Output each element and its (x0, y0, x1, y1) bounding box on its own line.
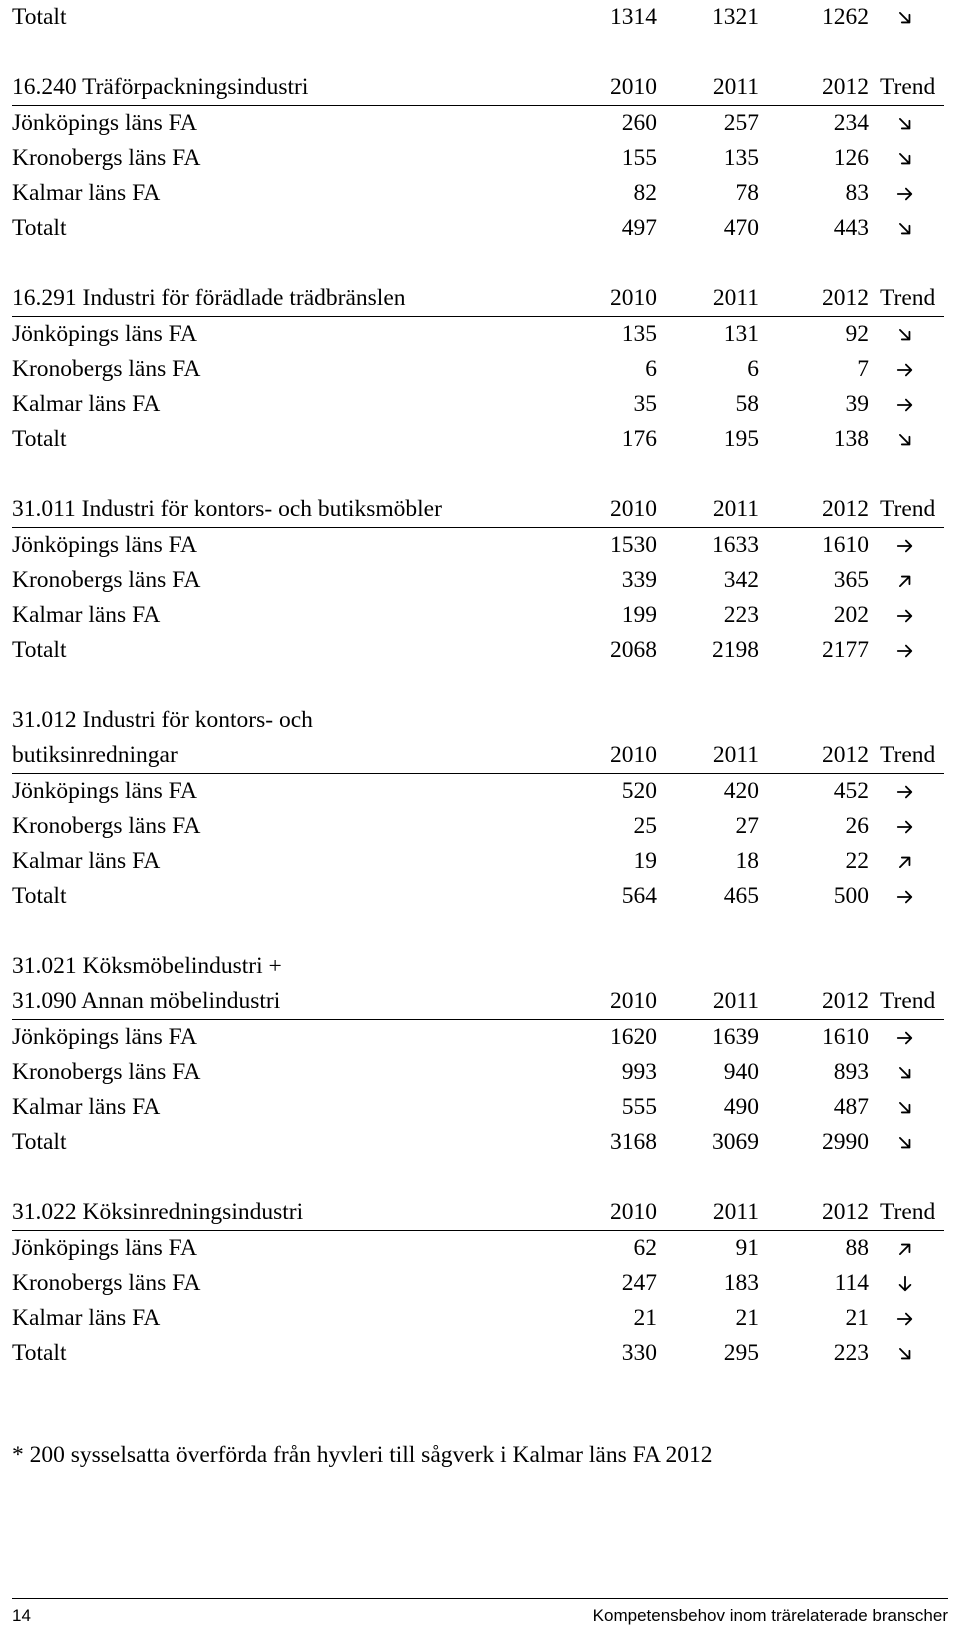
year-header-2012: 2012 (822, 742, 869, 768)
trend-down-right-icon (880, 1125, 944, 1160)
year-header-2011: 2011 (712, 496, 759, 522)
value-2010: 21 (633, 1305, 657, 1331)
table-row (12, 633, 944, 668)
table-row (12, 879, 944, 914)
table-row (12, 176, 944, 211)
year-header-2010: 2010 (610, 1199, 657, 1225)
trend-right-icon (880, 598, 944, 633)
year-header-2010: 2010 (610, 285, 657, 311)
row-label: Totalt (12, 215, 67, 241)
table-row (12, 352, 944, 387)
document-title: Kompetensbehov inom trärelaterade branscher (592, 1606, 948, 1625)
value-2011: 1633 (712, 532, 759, 558)
value-2011: 420 (723, 778, 759, 804)
value-2011: 183 (723, 1270, 759, 1296)
section-title-line-2: 31.090 Annan möbelindustri (12, 988, 281, 1014)
arrow-down-right-icon (896, 1134, 914, 1152)
trend-down-right-icon (880, 141, 944, 176)
trend-header: Trend (880, 74, 936, 100)
section-gap (12, 1160, 944, 1195)
year-header-2012: 2012 (822, 285, 869, 311)
trend-up-right-icon (880, 1231, 944, 1266)
value-2011: 3069 (712, 1129, 759, 1155)
value-2011: 940 (723, 1059, 759, 1085)
arrow-right-icon (896, 642, 914, 660)
trend-down-right-icon (880, 317, 944, 352)
table-row (12, 422, 944, 457)
trend-header: Trend (880, 1199, 936, 1225)
table-row (12, 1231, 944, 1266)
value-2011: 2198 (712, 637, 759, 663)
year-header-2010: 2010 (610, 74, 657, 100)
row-label: Kronobergs läns FA (12, 356, 201, 382)
table-row (12, 0, 944, 35)
value-2012: 138 (833, 426, 869, 452)
value-2012: 114 (834, 1270, 869, 1296)
trend-right-icon (880, 387, 944, 422)
value-2011: 1639 (712, 1024, 759, 1050)
arrow-down-right-icon (896, 220, 914, 238)
trend-down-icon (880, 1266, 944, 1301)
arrow-right-icon (896, 361, 914, 379)
trend-header: Trend (880, 988, 936, 1014)
value-2010: 260 (621, 110, 657, 136)
table-row (12, 211, 944, 246)
arrow-right-icon (896, 607, 914, 625)
arrow-up-right-icon (896, 572, 914, 590)
section-gap (12, 914, 944, 949)
table-row (12, 774, 944, 809)
value-2011: 58 (735, 391, 759, 417)
value-2011: 195 (723, 426, 759, 452)
section-gap (12, 457, 944, 492)
arrow-down-right-icon (896, 1099, 914, 1117)
section-header (12, 70, 944, 106)
row-label: Kalmar läns FA (12, 848, 161, 874)
value-2010: 199 (621, 602, 657, 628)
row-label: Kalmar läns FA (12, 1094, 161, 1120)
value-2010: 247 (621, 1270, 657, 1296)
trend-header: Trend (880, 742, 936, 768)
row-label: Kronobergs läns FA (12, 1270, 201, 1296)
arrow-right-icon (896, 783, 914, 801)
value-2012: 365 (833, 567, 869, 593)
value-2010: 555 (621, 1094, 657, 1120)
value-2010: 330 (621, 1340, 657, 1366)
row-label: Jönköpings läns FA (12, 532, 197, 558)
value-2011: 490 (723, 1094, 759, 1120)
section-title: 16.291 Industri för förädlade trädbränslen (12, 285, 406, 311)
section-gap (12, 668, 944, 703)
value-2012: 452 (833, 778, 869, 804)
value-2011: 342 (723, 567, 759, 593)
trend-right-icon (880, 1020, 944, 1055)
value-2011: 6 (747, 356, 759, 382)
row-label: Kalmar läns FA (12, 1305, 161, 1331)
trend-down-right-icon (880, 1336, 944, 1371)
value-2012: 1610 (822, 1024, 869, 1050)
value-2010: 35 (633, 391, 657, 417)
row-label: Jönköpings läns FA (12, 778, 197, 804)
value-2012: 1262 (822, 4, 869, 30)
row-label: Totalt (12, 426, 67, 452)
value-2011: 223 (723, 602, 759, 628)
arrow-down-icon (896, 1275, 914, 1293)
arrow-right-icon (896, 396, 914, 414)
value-2011: 131 (723, 321, 759, 347)
section-gap (12, 35, 944, 70)
year-header-2011: 2011 (712, 1199, 759, 1225)
row-label: Jönköpings läns FA (12, 1235, 197, 1261)
trend-right-icon (880, 176, 944, 211)
table-row (12, 387, 944, 422)
table-row (12, 1055, 944, 1090)
section-title: 16.240 Träförpackningsindustri (12, 74, 309, 100)
trend-down-right-icon (880, 106, 944, 141)
section-gap (12, 246, 944, 281)
trend-right-icon (880, 1301, 944, 1336)
year-header-2011: 2011 (712, 74, 759, 100)
section-header (12, 949, 944, 1020)
value-2012: 92 (845, 321, 869, 347)
value-2012: 21 (845, 1305, 869, 1331)
value-2011: 135 (723, 145, 759, 171)
value-2010: 3168 (610, 1129, 657, 1155)
year-header-2012: 2012 (822, 988, 869, 1014)
trend-right-icon (880, 633, 944, 668)
page-number: 14 (12, 1606, 31, 1625)
value-2010: 339 (621, 567, 657, 593)
trend-header: Trend (880, 285, 936, 311)
arrow-up-right-icon (896, 853, 914, 871)
year-header-2010: 2010 (610, 742, 657, 768)
trend-down-right-icon (880, 1090, 944, 1125)
table-row (12, 528, 944, 563)
arrow-down-right-icon (896, 150, 914, 168)
value-2012: 893 (833, 1059, 869, 1085)
value-2010: 25 (633, 813, 657, 839)
year-header-2011: 2011 (712, 742, 759, 768)
year-header-2012: 2012 (822, 74, 869, 100)
value-2010: 135 (621, 321, 657, 347)
value-2010: 2068 (610, 637, 657, 663)
year-header-2010: 2010 (610, 496, 657, 522)
table-row (12, 844, 944, 879)
value-2010: 19 (633, 848, 657, 874)
section-title: 31.022 Köksinredningsindustri (12, 1199, 304, 1225)
row-label: Jönköpings läns FA (12, 1024, 197, 1050)
row-label: Kalmar läns FA (12, 602, 161, 628)
arrow-right-icon (896, 818, 914, 836)
value-2010: 62 (633, 1235, 657, 1261)
value-2012: 39 (845, 391, 869, 417)
table-row (12, 1301, 944, 1336)
trend-down-right-icon (880, 211, 944, 246)
document-body (12, 0, 944, 1371)
value-2012: 234 (833, 110, 869, 136)
value-2010: 520 (621, 778, 657, 804)
trend-right-icon (880, 774, 944, 809)
value-2012: 88 (845, 1235, 869, 1261)
trend-down-right-icon (880, 0, 944, 35)
value-2010: 6 (645, 356, 657, 382)
value-2010: 497 (621, 215, 657, 241)
table-row (12, 1125, 944, 1160)
trend-up-right-icon (880, 844, 944, 879)
value-2012: 126 (833, 145, 869, 171)
trend-right-icon (880, 879, 944, 914)
table-row (12, 1020, 944, 1055)
value-2011: 257 (723, 110, 759, 136)
table-row (12, 317, 944, 352)
value-2010: 1530 (610, 532, 657, 558)
value-2010: 1314 (610, 4, 657, 30)
row-label: Totalt (12, 1129, 67, 1155)
row-label: Jönköpings läns FA (12, 110, 197, 136)
section-title: 31.011 Industri för kontors- och butiksmöbler (12, 496, 442, 522)
row-label: Totalt (12, 637, 67, 663)
value-2011: 91 (735, 1235, 759, 1261)
value-2011: 18 (735, 848, 759, 874)
row-label: Kronobergs läns FA (12, 567, 201, 593)
trend-down-right-icon (880, 422, 944, 457)
value-2012: 2177 (822, 637, 869, 663)
year-header-2011: 2011 (712, 285, 759, 311)
arrow-right-icon (896, 888, 914, 906)
value-2011: 1321 (712, 4, 759, 30)
value-2010: 1620 (610, 1024, 657, 1050)
value-2012: 83 (845, 180, 869, 206)
row-label: Kalmar läns FA (12, 180, 161, 206)
arrow-down-right-icon (896, 115, 914, 133)
row-label: Kronobergs läns FA (12, 145, 201, 171)
footnote: * 200 sysselsatta överförda från hyvleri till sågverk i Kalmar läns FA 2012 (12, 1442, 713, 1468)
year-header-2012: 2012 (822, 496, 869, 522)
value-2012: 443 (833, 215, 869, 241)
table-row (12, 809, 944, 844)
trend-down-right-icon (880, 1055, 944, 1090)
value-2012: 487 (833, 1094, 869, 1120)
row-label: Kronobergs läns FA (12, 1059, 201, 1085)
arrow-right-icon (896, 185, 914, 203)
table-row (12, 598, 944, 633)
table-row (12, 141, 944, 176)
value-2010: 155 (621, 145, 657, 171)
table-row (12, 106, 944, 141)
row-label: Totalt (12, 4, 67, 30)
section-header (12, 492, 944, 528)
value-2011: 21 (735, 1305, 759, 1331)
arrow-right-icon (896, 1310, 914, 1328)
table-row (12, 1090, 944, 1125)
table-row (12, 563, 944, 598)
year-header-2010: 2010 (610, 988, 657, 1014)
section-header (12, 1195, 944, 1231)
trend-right-icon (880, 352, 944, 387)
value-2010: 993 (621, 1059, 657, 1085)
section-header (12, 281, 944, 317)
table-row (12, 1336, 944, 1371)
trend-up-right-icon (880, 563, 944, 598)
value-2010: 564 (621, 883, 657, 909)
value-2010: 82 (633, 180, 657, 206)
row-label: Kalmar läns FA (12, 391, 161, 417)
trend-right-icon (880, 528, 944, 563)
arrow-right-icon (896, 1029, 914, 1047)
row-label: Totalt (12, 1340, 67, 1366)
value-2011: 27 (735, 813, 759, 839)
arrow-down-right-icon (896, 1064, 914, 1082)
value-2012: 223 (833, 1340, 869, 1366)
value-2012: 1610 (822, 532, 869, 558)
arrow-down-right-icon (896, 9, 914, 27)
row-label: Kronobergs läns FA (12, 813, 201, 839)
value-2010: 176 (621, 426, 657, 452)
value-2011: 465 (723, 883, 759, 909)
arrow-down-right-icon (896, 1345, 914, 1363)
trend-header: Trend (880, 496, 936, 522)
arrow-down-right-icon (896, 431, 914, 449)
value-2012: 202 (833, 602, 869, 628)
section-header (12, 703, 944, 774)
section-title-line-1: 31.021 Köksmöbelindustri + (12, 953, 282, 979)
section-title-line-2: butiksinredningar (12, 742, 178, 768)
arrow-down-right-icon (896, 326, 914, 344)
value-2012: 26 (845, 813, 869, 839)
year-header-2012: 2012 (822, 1199, 869, 1225)
footer-divider (12, 1598, 948, 1599)
value-2011: 470 (723, 215, 759, 241)
row-label: Jönköpings läns FA (12, 321, 197, 347)
value-2012: 2990 (822, 1129, 869, 1155)
arrow-right-icon (896, 537, 914, 555)
value-2012: 22 (845, 848, 869, 874)
row-label: Totalt (12, 883, 67, 909)
trend-right-icon (880, 809, 944, 844)
value-2012: 7 (857, 356, 869, 382)
arrow-up-right-icon (896, 1240, 914, 1258)
value-2012: 500 (833, 883, 869, 909)
section-title-line-1: 31.012 Industri för kontors- och (12, 707, 313, 733)
year-header-2011: 2011 (712, 988, 759, 1014)
value-2011: 295 (723, 1340, 759, 1366)
value-2011: 78 (735, 180, 759, 206)
table-row (12, 1266, 944, 1301)
